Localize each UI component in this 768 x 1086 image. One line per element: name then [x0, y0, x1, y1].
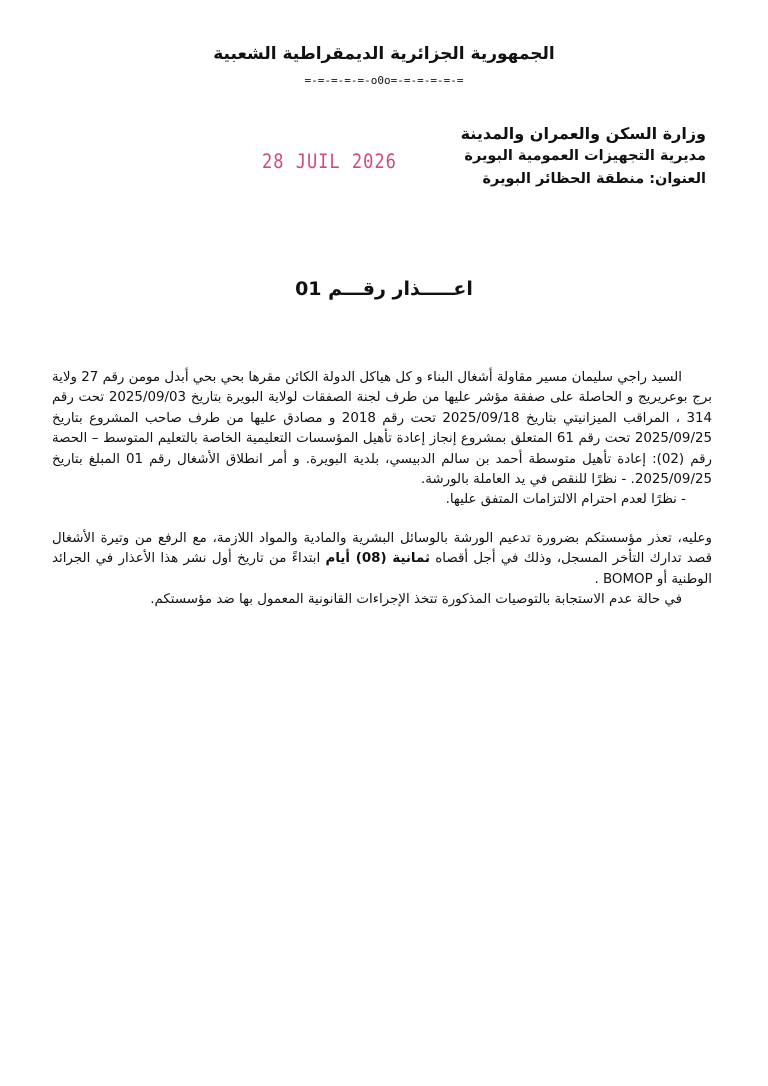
deadline-days: ثمانية (08) أيام	[325, 551, 430, 567]
paragraph-2-start: وعليه، تعذر مؤسستكم بضرورة تدعيم الورشة بالوسائل البشرية والمادية والمواد اللازمة، مع الرفع من وتيرة الأشغال قصد تدارك التأخر المسجل، وذلك في أجل أقصاه	[52, 530, 712, 567]
date-stamp: 28 JUIL 2026	[262, 150, 397, 174]
document-title: اعـــــذار رقـــم 01	[295, 278, 473, 300]
body-paragraph-3: في حالة عدم الاستجابة بالتوصيات المذكورة تتخذ الإجراءات القانونية المعمول بها ضد مؤسستكم.	[150, 592, 682, 608]
direction-name: مديرية التجهيزات العمومية البويرة	[464, 148, 706, 164]
body-paragraph-1: السيد راجي سليمان مسير مقاولة أشغال البناء و كل هياكل الدولة الكائن مقرها بحي بحي أبدل مومن رقم 27 ولاية برج بوعريريج و الحاصلة على صفقة مؤشر عليها من طرف لجنة الصفقات لولاية البويرة بتاريخ 2025/09/03 تحت رقم 314 ، المراقب الميزانيتي بتاريخ 2025/09/18 تحت رقم 2018 و مصادق عليها من طرف صاحب المشروع بتاريخ 2025/09/25 تحت رقم 61 المتعلق بمشروع إنجاز إعادة تأهيل المؤسسات التعليمية الخاصة بالتعليم المتوسط – الحصة رقم (02): إعادة تأهيل متوسطة أحمد بن سالم الدبيسي، بلدية البويرة. و أمر انطلاق الأشغال رقم 01 المبلغ بتاريخ 2025/09/25. - نظرًا للنقص في يد العاملة بالورشة.	[52, 370, 713, 488]
ornament-divider: =-=-=-=-=-o0o=-=-=-=-=-=	[304, 74, 464, 87]
body-paragraph-2	[52, 529, 712, 590]
issuer-address: العنوان: منطقة الحظائر البويرة	[482, 171, 706, 187]
body-bullet: - نظرًا لعدم احترام الالتزامات المتفق عليها.	[445, 492, 686, 508]
ministry-name: وزارة السكن والعمران والمدينة	[460, 124, 706, 143]
document-body	[52, 368, 712, 610]
republic-heading: الجمهورية الجزائرية الديمقراطية الشعبية	[213, 44, 555, 64]
paragraph-2-end: ابتداءً من تاريخ أول نشر هذا الأعذار في الجرائد الوطنية أو BOMOP .	[52, 551, 712, 587]
